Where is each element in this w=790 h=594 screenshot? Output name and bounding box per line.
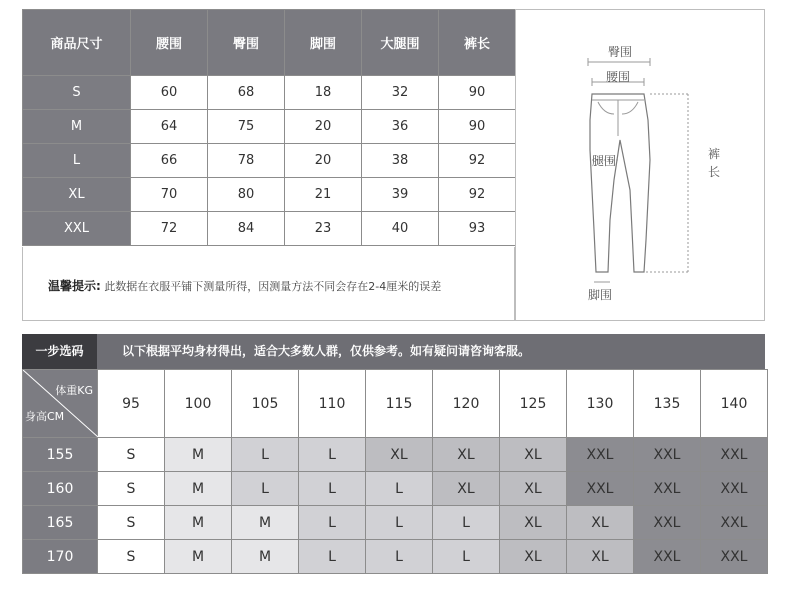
- weight-cell: 135: [634, 370, 701, 438]
- weight-cell: 125: [500, 370, 567, 438]
- pants-illustration: [516, 10, 766, 322]
- size-cell: M: [165, 506, 232, 540]
- size-cell: XL: [366, 438, 433, 472]
- size-cell: XL: [567, 506, 634, 540]
- size-cell: XXL: [567, 438, 634, 472]
- value-cell: 64: [131, 110, 208, 144]
- value-cell: 90: [439, 76, 516, 110]
- waist-label: 腰围: [606, 70, 631, 84]
- height-cell: 155: [23, 438, 98, 472]
- value-cell: 38: [362, 144, 439, 178]
- header-waist: 腰围: [131, 10, 208, 76]
- height-row: [23, 506, 768, 540]
- size-cell: L: [366, 472, 433, 506]
- size-cell: L: [299, 472, 366, 506]
- value-cell: 78: [208, 144, 285, 178]
- height-row: [23, 438, 768, 472]
- weight-cell: 95: [98, 370, 165, 438]
- size-cell: M: [165, 540, 232, 574]
- size-cell: L: [299, 506, 366, 540]
- size-cell: L: [366, 540, 433, 574]
- size-cell: XXL: [567, 472, 634, 506]
- weight-cell: 140: [701, 370, 768, 438]
- size-cell: XL: [567, 540, 634, 574]
- recommend-header-text: 以下根据平均身材得出，适合大多数人群，仅供参考。如有疑问请咨询客服。: [122, 344, 531, 358]
- weight-cell: 105: [232, 370, 299, 438]
- header-thigh: 大腿围: [362, 10, 439, 76]
- size-cell: XXL: [634, 472, 701, 506]
- recommend-table: [22, 369, 768, 574]
- length-label-2: 长: [708, 165, 721, 179]
- size-cell: XXL: [23, 212, 131, 246]
- size-cell: L: [232, 438, 299, 472]
- value-cell: 40: [362, 212, 439, 246]
- value-cell: 39: [362, 178, 439, 212]
- size-cell: XL: [500, 540, 567, 574]
- size-cell: M: [232, 540, 299, 574]
- value-cell: 72: [131, 212, 208, 246]
- size-cell: S: [98, 540, 165, 574]
- diagonal-line: [23, 370, 98, 437]
- size-cell: S: [23, 76, 131, 110]
- corner-cell: [23, 370, 98, 438]
- size-cell: XXL: [701, 472, 768, 506]
- header-hip: 臀围: [208, 10, 285, 76]
- size-cell: XL: [433, 472, 500, 506]
- size-cell: XXL: [634, 438, 701, 472]
- size-cell: L: [299, 540, 366, 574]
- note-text: 此数据在衣服平铺下测量所得，因测量方法不同会存在2-4厘米的误差: [104, 280, 442, 293]
- foot-label: 脚围: [588, 288, 613, 302]
- size-cell: XL: [23, 178, 131, 212]
- height-row: [23, 472, 768, 506]
- size-cell: XL: [433, 438, 500, 472]
- size-cell: M: [232, 506, 299, 540]
- step-label: 一步选码: [22, 334, 97, 369]
- size-cell: L: [433, 506, 500, 540]
- value-cell: 20: [285, 110, 362, 144]
- table-row: [23, 76, 516, 110]
- size-cell: XXL: [634, 506, 701, 540]
- value-cell: 66: [131, 144, 208, 178]
- value-cell: 23: [285, 212, 362, 246]
- weight-cell: 115: [366, 370, 433, 438]
- size-cell: XL: [500, 506, 567, 540]
- size-cell: L: [366, 506, 433, 540]
- size-cell: L: [299, 438, 366, 472]
- weight-axis-label: 体重KG: [55, 384, 93, 397]
- value-cell: 84: [208, 212, 285, 246]
- value-cell: 21: [285, 178, 362, 212]
- weight-cell: 110: [299, 370, 366, 438]
- height-row: [23, 540, 768, 574]
- size-table-header: [23, 10, 516, 76]
- size-cell: XXL: [701, 438, 768, 472]
- value-cell: 92: [439, 178, 516, 212]
- height-cell: 160: [23, 472, 98, 506]
- note-label: 温馨提示:: [48, 279, 101, 293]
- size-cell: M: [23, 110, 131, 144]
- header-length: 裤长: [439, 10, 516, 76]
- table-row: [23, 110, 516, 144]
- size-cell: S: [98, 472, 165, 506]
- size-cell: L: [23, 144, 131, 178]
- value-cell: 92: [439, 144, 516, 178]
- size-cell: XXL: [634, 540, 701, 574]
- height-cell: 165: [23, 506, 98, 540]
- value-cell: 60: [131, 76, 208, 110]
- table-row: [23, 144, 516, 178]
- value-cell: 90: [439, 110, 516, 144]
- value-cell: 18: [285, 76, 362, 110]
- weight-cell: 130: [567, 370, 634, 438]
- size-cell: M: [165, 472, 232, 506]
- value-cell: 75: [208, 110, 285, 144]
- weight-cell: 100: [165, 370, 232, 438]
- pants-diagram: [515, 9, 765, 321]
- value-cell: 70: [131, 178, 208, 212]
- size-cell: L: [232, 472, 299, 506]
- weight-row: [23, 370, 768, 438]
- height-cell: 170: [23, 540, 98, 574]
- value-cell: 36: [362, 110, 439, 144]
- height-axis-label: 身高CM: [25, 410, 65, 423]
- size-cell: S: [98, 506, 165, 540]
- value-cell: 93: [439, 212, 516, 246]
- value-cell: 32: [362, 76, 439, 110]
- size-cell: S: [98, 438, 165, 472]
- value-cell: 68: [208, 76, 285, 110]
- measurement-note: [48, 277, 441, 294]
- size-cell: XXL: [701, 540, 768, 574]
- length-label-1: 裤: [708, 147, 721, 161]
- size-cell: M: [165, 438, 232, 472]
- table-row: [23, 212, 516, 246]
- size-cell: XL: [500, 438, 567, 472]
- header-foot: 脚围: [285, 10, 362, 76]
- size-cell: XXL: [701, 506, 768, 540]
- size-cell: XL: [500, 472, 567, 506]
- weight-cell: 120: [433, 370, 500, 438]
- hip-label: 臀围: [608, 45, 633, 59]
- table-row: [23, 178, 516, 212]
- thigh-label: 腿围: [592, 154, 617, 168]
- value-cell: 80: [208, 178, 285, 212]
- header-size: 商品尺寸: [23, 10, 131, 76]
- value-cell: 20: [285, 144, 362, 178]
- size-cell: L: [433, 540, 500, 574]
- size-table: [22, 9, 516, 246]
